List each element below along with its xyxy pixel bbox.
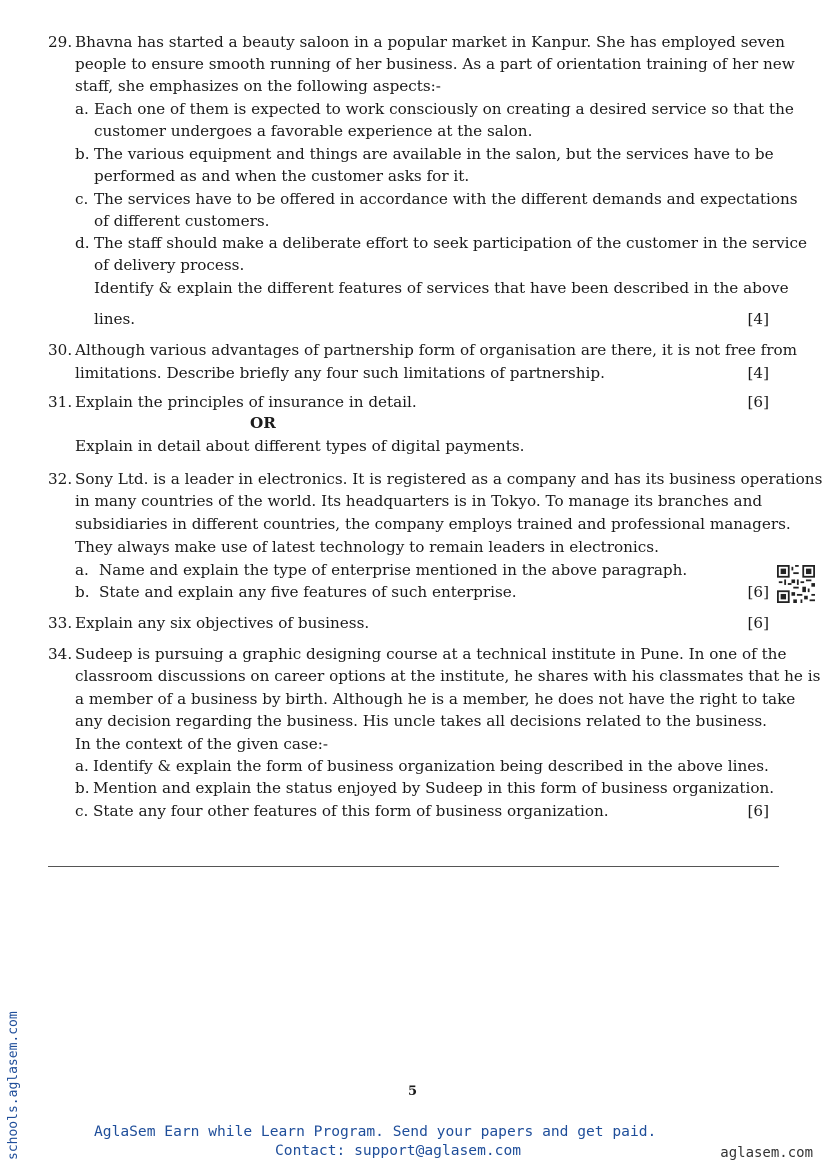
q29-item-a-line-1: Each one of them is expected to work consciously on creating a desired service so that the [94, 100, 794, 118]
q30-line-1: Although various advantages of partnership form of organisation are there, it is not free from [75, 341, 798, 359]
q29-item-c-line-1: The services have to be offered in accordance with the different demands and expectations [94, 190, 798, 208]
q34-line-2: classroom discussions on career options at the institute, he shares with his classmates that he is [75, 667, 821, 685]
q29-number: 29. [48, 33, 73, 51]
q32-marks: [6] [747, 583, 769, 601]
q32-line-2: in many countries of the world. Its headquarters is in Tokyo. To manage its branches and [75, 492, 763, 510]
footer-program-text: AglaSem Earn while Learn Program. Send your papers and get paid. [94, 1123, 657, 1140]
q34-item-a: Identify & explain the form of business organization being described in the above lines. [93, 757, 769, 775]
page-number: 5 [408, 1084, 418, 1099]
q34-marks: [6] [747, 802, 769, 820]
footer-site[interactable]: aglasem.com [720, 1145, 813, 1161]
q31-marks: [6] [747, 393, 769, 411]
q34-line-4: any decision regarding the business. His uncle takes all decisions related to the business. [75, 712, 768, 730]
q29-item-d-line-1: The staff should make a deliberate effort to seek participation of the customer in the service [94, 234, 808, 252]
q30-marks: [4] [747, 364, 769, 382]
q32-number: 32. [48, 470, 73, 488]
q34-item-a-label: a. [75, 757, 89, 775]
q29-item-d-label: d. [75, 234, 90, 252]
q32-line-1: Sony Ltd. is a leader in electronics. It is registered as a company and has its business operations [75, 470, 823, 488]
q29-line-3: staff, she emphasizes on the following aspects:- [75, 77, 441, 95]
q29-prompt-line-2: lines. [94, 310, 136, 328]
side-watermark: schools.aglasem.com [6, 1011, 21, 1160]
q29-item-b-line-1: The various equipment and things are available in the salon, but the services have to be [94, 145, 774, 163]
q31-number: 31. [48, 393, 73, 411]
q34-line-5: In the context of the given case:- [75, 735, 328, 753]
q34-item-c: State any four other features of this form of business organization. [93, 802, 609, 820]
q34-line-1: Sudeep is pursuing a graphic designing course at a technical institute in Pune. In one of the [75, 645, 787, 663]
q34-item-c-label: c. [75, 802, 89, 820]
q34-number: 34. [48, 645, 73, 663]
q33-line: Explain any six objectives of business. [75, 614, 370, 632]
end-rule [48, 866, 779, 867]
q31-line: Explain the principles of insurance in detail. [75, 393, 417, 411]
q29-item-c-label: c. [75, 190, 89, 208]
q32-line-4: They always make use of latest technology to remain leaders in electronics. [75, 538, 659, 556]
q29-item-d-line-2: of delivery process. [94, 256, 245, 274]
qr-code-icon [777, 565, 815, 603]
q32-item-b-label: b. [75, 583, 90, 601]
q31-alt: Explain in detail about different types of digital payments. [75, 437, 525, 455]
q32-item-a-label: a. [75, 561, 89, 579]
q32-item-b: State and explain any five features of such enterprise. [99, 583, 517, 601]
q32-item-a: Name and explain the type of enterprise mentioned in the above paragraph. [99, 561, 688, 579]
q29-line-2: people to ensure smooth running of her business. As a part of orientation training of her new [75, 55, 795, 73]
q33-marks: [6] [747, 614, 769, 632]
q34-item-b-label: b. [75, 779, 90, 797]
q29-item-b-label: b. [75, 145, 90, 163]
q29-marks: [4] [747, 310, 769, 328]
q31-or: OR [250, 414, 276, 432]
q34-line-3: a member of a business by birth. Although he is a member, he does not have the right to take [75, 690, 796, 708]
q29-item-b-line-2: performed as and when the customer asks for it. [94, 167, 470, 185]
footer-contact[interactable]: Contact: support@aglasem.com [275, 1142, 522, 1159]
q33-number: 33. [48, 614, 73, 632]
q32-line-3: subsidiaries in different countries, the company employs trained and professional managers. [75, 515, 791, 533]
q30-line-2: limitations. Describe briefly any four such limitations of partnership. [75, 364, 605, 382]
q29-prompt-line-1: Identify & explain the different features of services that have been described in the above [94, 279, 789, 297]
q34-item-b: Mention and explain the status enjoyed by Sudeep in this form of business organization. [93, 779, 775, 797]
q29-item-c-line-2: of different customers. [94, 212, 270, 230]
q29-item-a-line-2: customer undergoes a favorable experience at the salon. [94, 122, 533, 140]
q29-line-1: Bhavna has started a beauty saloon in a popular market in Kanpur. She has employed seven [75, 33, 785, 51]
q30-number: 30. [48, 341, 73, 359]
q29-item-a-label: a. [75, 100, 89, 118]
